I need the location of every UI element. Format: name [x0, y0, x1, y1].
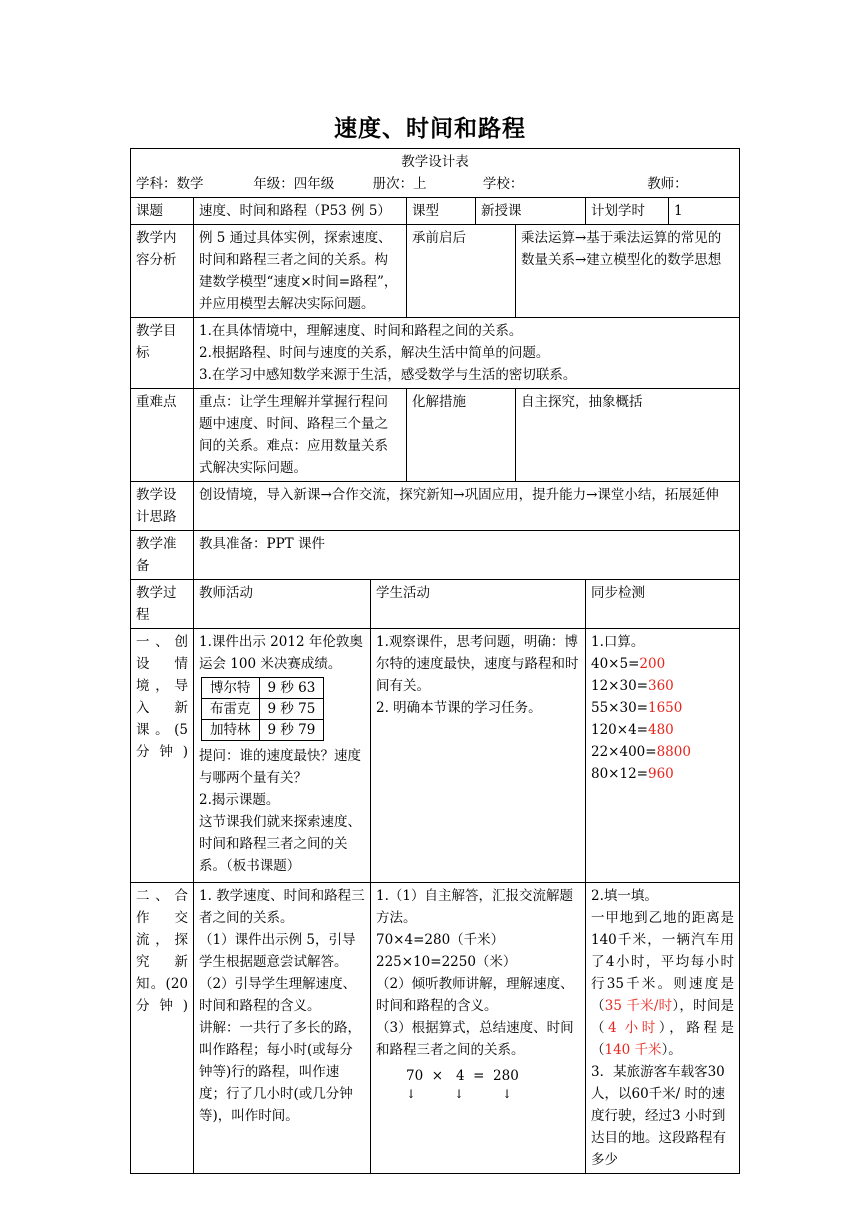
- stage1-teacher-explore: 这节课我们就来探索速度、时间和路程三者之间的关系。（板书课题）: [199, 814, 361, 874]
- key-points-row: [131, 389, 740, 482]
- preparation-text: 教具准备：PPT 课件: [194, 531, 740, 580]
- calc-item: [591, 653, 734, 675]
- calc-question: 55×30=: [591, 700, 648, 716]
- measures-value: 自主探究，抽象概括: [516, 389, 740, 482]
- calc-answer: 1650: [647, 700, 683, 716]
- course-hours-value: 1: [669, 198, 740, 225]
- course-hours-label: 计划学时: [586, 198, 669, 225]
- athlete-time: 9 秒 79: [259, 720, 324, 741]
- course-type-value: 新授课: [476, 198, 586, 225]
- athlete-name: 加特林: [202, 720, 260, 741]
- stage2-teacher-line: （2）引导学生理解速度、时间和路程的含义。: [199, 976, 357, 1014]
- calc-answer: 200: [639, 656, 666, 672]
- stage2-teacher-line: 1. 教学速度、时间和路程三者之间的关系。: [199, 888, 365, 926]
- calc-item: [591, 719, 734, 741]
- goal-item: 1.在具体情境中，理解速度、时间和路程之间的关系。: [199, 323, 523, 339]
- arrow-down-icon: ↓: [406, 1087, 417, 1101]
- subject-field: 学科：数学: [136, 176, 204, 192]
- athlete-name: 布雷克: [202, 699, 260, 720]
- equation-arrows: [406, 1087, 512, 1101]
- calc-item: [591, 675, 734, 697]
- calc-question: 40×5=: [591, 656, 640, 672]
- course-label: 课题: [131, 198, 194, 225]
- table-row: [202, 678, 324, 699]
- calc-answer: 360: [647, 678, 674, 694]
- stage2-fill-in: [591, 907, 734, 1061]
- content-analysis-middle: 承前启后: [407, 225, 516, 318]
- content-analysis-row: [131, 225, 740, 318]
- design-idea-text: 创设情境，导入新课→合作交流，探究新知→巩固应用，提升能力→课堂小结，拓展延伸: [194, 482, 740, 531]
- calc-item: [591, 697, 734, 719]
- fill-text: ）。: [661, 1042, 682, 1058]
- fill-text: 一甲地到乙地的距离是140千米，一辆汽车用了4小时，平均每小时行35千米。则速度是（: [591, 910, 735, 1014]
- calc-question: 120×4=: [591, 722, 648, 738]
- fill-text: ），路程是（: [591, 1020, 735, 1058]
- header-info-row: [131, 173, 740, 198]
- lesson-design-table: [130, 148, 740, 1174]
- key-points-text: 重点：让学生理解并掌握行程问题中速度、时间、路程三个量之间的关系。难点：应用数量关系式解决实际问题。: [194, 389, 407, 482]
- stage2-student-line: （2）倾听教师讲解，理解速度、时间和路程的含义。: [376, 976, 574, 1014]
- design-idea-label: 教学设计思路: [131, 482, 194, 531]
- stage2-label: 二、合作交流，探究新知。(20分钟): [131, 883, 194, 1174]
- athlete-name: 博尔特: [202, 678, 260, 699]
- stage1-student-2: 2. 明确本节课的学习任务。: [376, 700, 542, 716]
- stage1-row: [131, 629, 740, 883]
- calc-item: [591, 741, 734, 763]
- goals-row: [131, 318, 740, 389]
- athlete-results-table: [201, 677, 324, 741]
- stage1-student-1: 1.观察课件，思考问题，明确：博尔特的速度最快，速度与路程和时间有关。: [376, 634, 579, 694]
- calc-question: 22×400=: [591, 744, 657, 760]
- stage1-check-title: 1.口算。: [591, 634, 645, 650]
- course-topic: 速度、时间和路程（P53 例 5）: [194, 198, 407, 225]
- header-title-row: [131, 149, 740, 174]
- content-analysis-text: 例 5 通过具体实例，探索速度、时间和路程三者之间的关系。构建数学模型“速度×时间=路程”，并应用模型去解决实际问题。: [194, 225, 407, 318]
- calc-question: 80×12=: [591, 766, 648, 782]
- stage2-student-line: 1.（1）自主解答，汇报交流解题方法。: [376, 888, 573, 926]
- stage2-student-line: 70×4=280（千米）: [376, 932, 505, 948]
- course-row: [131, 198, 740, 225]
- calc-item: [591, 763, 734, 785]
- distance-answer: 140 千米: [604, 1042, 662, 1058]
- stage1-label: 一、创设情境，导入新课。(5分钟): [131, 629, 194, 883]
- table-title: 教学设计表: [131, 149, 740, 174]
- arrow-down-icon: ↓: [453, 1087, 465, 1101]
- calc-answer: 960: [647, 766, 674, 782]
- table-row: [202, 720, 324, 741]
- goal-item: 3.在学习中感知数学来源于生活，感受数学与生活的密切联系。: [199, 367, 577, 383]
- calc-question: 12×30=: [591, 678, 648, 694]
- fill-text: ），时间是（: [591, 998, 735, 1036]
- calc-answer: 480: [647, 722, 674, 738]
- stage2-student-line: （3）根据算式，总结速度、时间和路程三者之间的关系。: [376, 1020, 574, 1058]
- goal-item: 2.根据路程、时间与速度的关系，解决生活中简单的问题。: [199, 345, 550, 361]
- athlete-time: 9 秒 63: [259, 678, 324, 699]
- grade-field: 年级：四年级: [253, 176, 335, 192]
- teacher-field: 教师：: [647, 176, 688, 192]
- stage1-teacher-intro: 1.课件出示 2012 年伦敦奥运会 100 米决赛成绩。: [199, 634, 363, 672]
- stage2-student-line: 225×10=2250（米）: [376, 954, 517, 970]
- teacher-activity-header: 教师活动: [194, 580, 371, 629]
- student-activity-header: 学生活动: [371, 580, 586, 629]
- course-type-label: 课型: [407, 198, 476, 225]
- stage1-teacher-question: 提问：谁的速度最快？速度与哪两个量有关？: [199, 748, 361, 786]
- stage2-equation: 70 × 4 = 280: [406, 1068, 519, 1084]
- stage2-row: [131, 883, 740, 1174]
- page-title: 速度、时间和路程: [334, 116, 526, 142]
- key-points-label: 重难点: [131, 389, 194, 482]
- speed-answer: 35 千米/时: [604, 998, 673, 1014]
- stage2-check-title: 2.填一填。: [591, 888, 658, 904]
- time-answer: 4 小时: [608, 1020, 659, 1036]
- stage1-teacher-reveal: 2.揭示课题。: [199, 792, 280, 808]
- preparation-label: 教学准备: [131, 531, 194, 580]
- process-header-row: [131, 580, 740, 629]
- table-row: [202, 699, 324, 720]
- goals-label: 教学目标: [131, 318, 194, 389]
- arrow-down-icon: ↓: [501, 1087, 512, 1101]
- calc-answer: 8800: [656, 744, 691, 760]
- process-label: 教学过程: [131, 580, 194, 629]
- measures-label: 化解措施: [407, 389, 516, 482]
- stage2-check-3: 3．某旅游客车载客30人，以60千米/ 时的速度行驶，经过3 小时到达目的地。这段路程有多少: [591, 1064, 726, 1168]
- content-analysis-label: 教学内容分析: [131, 225, 194, 318]
- content-analysis-right: 乘法运算→基于乘法运算的常见的数量关系→建立模型化的数学思想: [516, 225, 740, 318]
- preparation-row: [131, 531, 740, 580]
- school-field: 学校：: [482, 176, 524, 192]
- volume-field: 册次：上: [372, 176, 427, 192]
- sync-check-header: 同步检测: [586, 580, 740, 629]
- athlete-time: 9 秒 75: [259, 699, 324, 720]
- stage2-teacher-line: （1）课件出示例 5，引导学生根据题意尝试解答。: [199, 932, 356, 970]
- stage2-teacher-line: 讲解：一共行了多长的路，叫作路程；每小时(或每分钟等)行的路程，叫作速度；行了几小时(或几分钟等)，叫作时间。: [199, 1020, 361, 1124]
- design-idea-row: [131, 482, 740, 531]
